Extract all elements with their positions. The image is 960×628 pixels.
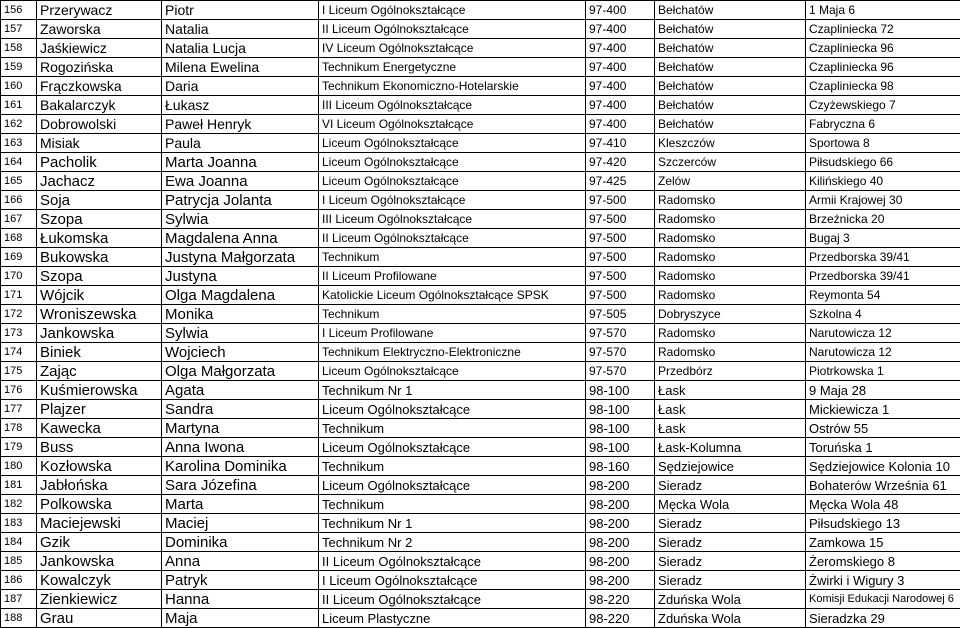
surname-cell: Szopa xyxy=(37,210,162,229)
table-row xyxy=(1,191,960,210)
table-row xyxy=(1,172,960,191)
city-cell: Sieradz xyxy=(655,571,806,590)
first-name-cell: Karolina Dominika xyxy=(162,457,319,476)
table-row xyxy=(1,514,960,533)
table-row xyxy=(1,533,960,552)
surname-cell: Maciejewski xyxy=(37,514,162,533)
table-row xyxy=(1,286,960,305)
first-name-cell: Łukasz xyxy=(162,96,319,115)
street-cell: Bohaterów Września 61 xyxy=(806,476,960,495)
school-cell: Liceum Ogólnokształcące xyxy=(319,400,586,419)
school-cell: Technikum xyxy=(319,305,586,324)
city-cell: Radomsko xyxy=(655,267,806,286)
street-cell: Męcka Wola 48 xyxy=(806,495,960,514)
row-number: 187 xyxy=(1,590,37,609)
table-row xyxy=(1,419,960,438)
city-cell: Męcka Wola xyxy=(655,495,806,514)
school-cell: III Liceum Ogólnokształcące xyxy=(319,210,586,229)
postal-code-cell: 97-400 xyxy=(586,58,655,77)
first-name-cell: Olga Małgorzata xyxy=(162,362,319,381)
table-row xyxy=(1,153,960,172)
first-name-cell: Patryk xyxy=(162,571,319,590)
street-cell: Sieradzka 29 xyxy=(806,609,960,628)
row-number: 177 xyxy=(1,400,37,419)
table-row xyxy=(1,267,960,286)
first-name-cell: Paweł Henryk xyxy=(162,115,319,134)
school-cell: Technikum Nr 1 xyxy=(319,514,586,533)
first-name-cell: Sara Józefina xyxy=(162,476,319,495)
postal-code-cell: 98-220 xyxy=(586,609,655,628)
row-number: 175 xyxy=(1,362,37,381)
postal-code-cell: 97-500 xyxy=(586,267,655,286)
city-cell: Radomsko xyxy=(655,210,806,229)
postal-code-cell: 97-400 xyxy=(586,77,655,96)
table-row xyxy=(1,77,960,96)
school-cell: Liceum Ogólnokształcące xyxy=(319,362,586,381)
surname-cell: Misiak xyxy=(37,134,162,153)
school-cell: IV Liceum Ogólnokształcące xyxy=(319,39,586,58)
row-number: 181 xyxy=(1,476,37,495)
city-cell: Łask-Kolumna xyxy=(655,438,806,457)
row-number: 164 xyxy=(1,153,37,172)
row-number: 157 xyxy=(1,20,37,39)
postal-code-cell: 98-200 xyxy=(586,514,655,533)
surname-cell: Soja xyxy=(37,191,162,210)
street-cell: Brzeźnicka 20 xyxy=(806,210,960,229)
city-cell: Radomsko xyxy=(655,343,806,362)
first-name-cell: Marta Joanna xyxy=(162,153,319,172)
surname-cell: Dobrowolski xyxy=(37,115,162,134)
row-number: 166 xyxy=(1,191,37,210)
postal-code-cell: 97-410 xyxy=(586,134,655,153)
school-cell: Technikum xyxy=(319,248,586,267)
street-cell: Czapliniecka 96 xyxy=(806,39,960,58)
city-cell: Łask xyxy=(655,419,806,438)
surname-cell: Jabłońska xyxy=(37,476,162,495)
first-name-cell: Piotr xyxy=(162,1,319,20)
surname-cell: Bakalarczyk xyxy=(37,96,162,115)
row-number: 186 xyxy=(1,571,37,590)
school-cell: I Liceum Ogólnokształcące xyxy=(319,191,586,210)
city-cell: Kleszczów xyxy=(655,134,806,153)
street-cell: Żwirki i Wigury 3 xyxy=(806,571,960,590)
row-number: 179 xyxy=(1,438,37,457)
postal-code-cell: 98-200 xyxy=(586,495,655,514)
city-cell: Radomsko xyxy=(655,191,806,210)
surname-cell: Kozłowska xyxy=(37,457,162,476)
row-number: 163 xyxy=(1,134,37,153)
postal-code-cell: 97-400 xyxy=(586,39,655,58)
city-cell: Bełchatów xyxy=(655,58,806,77)
postal-code-cell: 97-420 xyxy=(586,153,655,172)
postal-code-cell: 97-570 xyxy=(586,343,655,362)
row-number: 183 xyxy=(1,514,37,533)
row-number: 180 xyxy=(1,457,37,476)
school-cell: Liceum Ogólnokształcące xyxy=(319,172,586,191)
table-row xyxy=(1,58,960,77)
row-number: 173 xyxy=(1,324,37,343)
table-row xyxy=(1,1,960,20)
row-number: 168 xyxy=(1,229,37,248)
street-cell: Czapliniecka 98 xyxy=(806,77,960,96)
street-cell: 1 Maja 6 xyxy=(806,1,960,20)
city-cell: Sieradz xyxy=(655,552,806,571)
school-cell: Technikum Nr 1 xyxy=(319,381,586,400)
first-name-cell: Monika xyxy=(162,305,319,324)
first-name-cell: Agata xyxy=(162,381,319,400)
city-cell: Bełchatów xyxy=(655,96,806,115)
row-number: 161 xyxy=(1,96,37,115)
first-name-cell: Dominika xyxy=(162,533,319,552)
postal-code-cell: 97-505 xyxy=(586,305,655,324)
surname-cell: Bukowska xyxy=(37,248,162,267)
table-row xyxy=(1,20,960,39)
row-number: 160 xyxy=(1,77,37,96)
surname-cell: Łukomska xyxy=(37,229,162,248)
first-name-cell: Sylwia xyxy=(162,324,319,343)
school-cell: I Liceum Ogólnokształcące xyxy=(319,571,586,590)
school-cell: I Liceum Profilowane xyxy=(319,324,586,343)
street-cell: Czyżewskiego 7 xyxy=(806,96,960,115)
city-cell: Łask xyxy=(655,381,806,400)
row-number: 182 xyxy=(1,495,37,514)
surname-cell: Zaworska xyxy=(37,20,162,39)
school-cell: II Liceum Ogólnokształcące xyxy=(319,552,586,571)
first-name-cell: Anna xyxy=(162,552,319,571)
postal-code-cell: 98-200 xyxy=(586,476,655,495)
table-body xyxy=(1,1,960,628)
table-row xyxy=(1,457,960,476)
surname-cell: Wójcik xyxy=(37,286,162,305)
first-name-cell: Marta xyxy=(162,495,319,514)
street-cell: Narutowicza 12 xyxy=(806,343,960,362)
city-cell: Zelów xyxy=(655,172,806,191)
city-cell: Sieradz xyxy=(655,533,806,552)
surname-cell: Kuśmierowska xyxy=(37,381,162,400)
first-name-cell: Hanna xyxy=(162,590,319,609)
city-cell: Bełchatów xyxy=(655,39,806,58)
street-cell: Armii Krajowej 30 xyxy=(806,191,960,210)
postal-code-cell: 98-100 xyxy=(586,400,655,419)
table-row xyxy=(1,39,960,58)
street-cell: Czapliniecka 96 xyxy=(806,58,960,77)
first-name-cell: Olga Magdalena xyxy=(162,286,319,305)
row-number: 185 xyxy=(1,552,37,571)
street-cell: Fabryczna 6 xyxy=(806,115,960,134)
street-cell: Narutowicza 12 xyxy=(806,324,960,343)
table-row xyxy=(1,229,960,248)
street-cell: Mickiewicza 1 xyxy=(806,400,960,419)
first-name-cell: Maciej xyxy=(162,514,319,533)
table-row xyxy=(1,324,960,343)
table-row xyxy=(1,343,960,362)
school-cell: Liceum Ogólnokształcące xyxy=(319,438,586,457)
street-cell: Szkolna 4 xyxy=(806,305,960,324)
city-cell: Radomsko xyxy=(655,324,806,343)
street-cell: Przedborska 39/41 xyxy=(806,248,960,267)
first-name-cell: Milena Ewelina xyxy=(162,58,319,77)
table-row xyxy=(1,305,960,324)
city-cell: Sędziejowice xyxy=(655,457,806,476)
street-cell: Ostrów 55 xyxy=(806,419,960,438)
school-cell: Katolickie Liceum Ogólnokształcące SPSK xyxy=(319,286,586,305)
row-number: 156 xyxy=(1,1,37,20)
city-cell: Bełchatów xyxy=(655,1,806,20)
postal-code-cell: 98-100 xyxy=(586,419,655,438)
surname-cell: Polkowska xyxy=(37,495,162,514)
surname-cell: Pacholik xyxy=(37,153,162,172)
first-name-cell: Sylwia xyxy=(162,210,319,229)
surname-cell: Kawecka xyxy=(37,419,162,438)
row-number: 158 xyxy=(1,39,37,58)
city-cell: Sieradz xyxy=(655,476,806,495)
city-cell: Dobryszyce xyxy=(655,305,806,324)
city-cell: Zduńska Wola xyxy=(655,609,806,628)
street-cell: Reymonta 54 xyxy=(806,286,960,305)
postal-code-cell: 97-400 xyxy=(586,96,655,115)
table-row xyxy=(1,495,960,514)
postal-code-cell: 98-100 xyxy=(586,381,655,400)
surname-cell: Gzik xyxy=(37,533,162,552)
school-cell: Liceum Ogólnokształcące xyxy=(319,476,586,495)
postal-code-cell: 98-200 xyxy=(586,533,655,552)
row-number: 178 xyxy=(1,419,37,438)
first-name-cell: Daria xyxy=(162,77,319,96)
first-name-cell: Sandra xyxy=(162,400,319,419)
city-cell: Bełchatów xyxy=(655,77,806,96)
postal-code-cell: 98-160 xyxy=(586,457,655,476)
school-cell: II Liceum Ogólnokształcące xyxy=(319,20,586,39)
postal-code-cell: 97-400 xyxy=(586,1,655,20)
row-number: 169 xyxy=(1,248,37,267)
first-name-cell: Justyna Małgorzata xyxy=(162,248,319,267)
school-cell: Liceum Ogólnokształcące xyxy=(319,153,586,172)
row-number: 176 xyxy=(1,381,37,400)
table-row xyxy=(1,210,960,229)
street-cell: Piłsudskiego 66 xyxy=(806,153,960,172)
postal-code-cell: 97-425 xyxy=(586,172,655,191)
surname-cell: Plajzer xyxy=(37,400,162,419)
city-cell: Sieradz xyxy=(655,514,806,533)
street-cell: Piotrkowska 1 xyxy=(806,362,960,381)
table-row xyxy=(1,590,960,609)
surname-cell: Jankowska xyxy=(37,324,162,343)
first-name-cell: Paula xyxy=(162,134,319,153)
first-name-cell: Ewa Joanna xyxy=(162,172,319,191)
school-cell: Technikum xyxy=(319,495,586,514)
row-number: 188 xyxy=(1,609,37,628)
street-cell: Piłsudskiego 13 xyxy=(806,514,960,533)
table-row xyxy=(1,362,960,381)
first-name-cell: Natalia Lucja xyxy=(162,39,319,58)
surname-cell: Jankowska xyxy=(37,552,162,571)
surname-cell: Szopa xyxy=(37,267,162,286)
school-cell: Technikum Ekonomiczno-Hotelarskie xyxy=(319,77,586,96)
surname-cell: Zając xyxy=(37,362,162,381)
row-number: 159 xyxy=(1,58,37,77)
table-row xyxy=(1,96,960,115)
row-number: 174 xyxy=(1,343,37,362)
street-cell: Bugaj 3 xyxy=(806,229,960,248)
postal-code-cell: 97-570 xyxy=(586,362,655,381)
postal-code-cell: 97-570 xyxy=(586,324,655,343)
postal-code-cell: 97-500 xyxy=(586,191,655,210)
school-cell: II Liceum Ogólnokształcące xyxy=(319,590,586,609)
row-number: 184 xyxy=(1,533,37,552)
postal-code-cell: 97-500 xyxy=(586,229,655,248)
city-cell: Bełchatów xyxy=(655,115,806,134)
school-cell: III Liceum Ogólnokształcące xyxy=(319,96,586,115)
row-number: 172 xyxy=(1,305,37,324)
table-row xyxy=(1,134,960,153)
street-cell: Czapliniecka 72 xyxy=(806,20,960,39)
surname-cell: Rogozińska xyxy=(37,58,162,77)
surname-cell: Jaśkiewicz xyxy=(37,39,162,58)
school-cell: Technikum Nr 2 xyxy=(319,533,586,552)
school-cell: II Liceum Profilowane xyxy=(319,267,586,286)
table-row xyxy=(1,400,960,419)
row-number: 165 xyxy=(1,172,37,191)
city-cell: Radomsko xyxy=(655,229,806,248)
city-cell: Radomsko xyxy=(655,248,806,267)
row-number: 167 xyxy=(1,210,37,229)
street-cell: Przedborska 39/41 xyxy=(806,267,960,286)
first-name-cell: Maja xyxy=(162,609,319,628)
row-number: 170 xyxy=(1,267,37,286)
street-cell: Komisji Edukacji Narodowej 6 xyxy=(806,590,960,609)
table-row xyxy=(1,438,960,457)
row-number: 162 xyxy=(1,115,37,134)
postal-code-cell: 98-220 xyxy=(586,590,655,609)
school-cell: Technikum Energetyczne xyxy=(319,58,586,77)
first-name-cell: Justyna xyxy=(162,267,319,286)
school-cell: Liceum Plastyczne xyxy=(319,609,586,628)
surname-cell: Wroniszewska xyxy=(37,305,162,324)
school-cell: Technikum xyxy=(319,419,586,438)
postal-code-cell: 97-500 xyxy=(586,286,655,305)
surname-cell: Biniek xyxy=(37,343,162,362)
city-cell: Przedbórz xyxy=(655,362,806,381)
city-cell: Radomsko xyxy=(655,286,806,305)
first-name-cell: Wojciech xyxy=(162,343,319,362)
table-row xyxy=(1,571,960,590)
table-row xyxy=(1,552,960,571)
city-cell: Zduńska Wola xyxy=(655,590,806,609)
surname-cell: Grau xyxy=(37,609,162,628)
postal-code-cell: 98-100 xyxy=(586,438,655,457)
table-row xyxy=(1,381,960,400)
surname-cell: Buss xyxy=(37,438,162,457)
street-cell: Żeromskiego 8 xyxy=(806,552,960,571)
surname-cell: Frączkowska xyxy=(37,77,162,96)
postal-code-cell: 98-200 xyxy=(586,552,655,571)
street-cell: Zamkowa 15 xyxy=(806,533,960,552)
city-cell: Bełchatów xyxy=(655,20,806,39)
postal-code-cell: 98-200 xyxy=(586,571,655,590)
first-name-cell: Natalia xyxy=(162,20,319,39)
postal-code-cell: 97-500 xyxy=(586,210,655,229)
postal-code-cell: 97-400 xyxy=(586,115,655,134)
first-name-cell: Patrycja Jolanta xyxy=(162,191,319,210)
postal-code-cell: 97-400 xyxy=(586,20,655,39)
school-cell: VI Liceum Ogólnokształcące xyxy=(319,115,586,134)
street-cell: Kilińskiego 40 xyxy=(806,172,960,191)
street-cell: Sędziejowice Kolonia 10 xyxy=(806,457,960,476)
street-cell: Toruńska 1 xyxy=(806,438,960,457)
table-row xyxy=(1,248,960,267)
postal-code-cell: 97-500 xyxy=(586,248,655,267)
row-number: 171 xyxy=(1,286,37,305)
first-name-cell: Magdalena Anna xyxy=(162,229,319,248)
city-cell: Szczerców xyxy=(655,153,806,172)
surname-cell: Jachacz xyxy=(37,172,162,191)
first-name-cell: Martyna xyxy=(162,419,319,438)
surname-cell: Kowalczyk xyxy=(37,571,162,590)
surname-cell: Przerywacz xyxy=(37,1,162,20)
table-row xyxy=(1,476,960,495)
school-cell: Technikum xyxy=(319,457,586,476)
school-cell: Liceum Ogólnokształcące xyxy=(319,134,586,153)
table-row xyxy=(1,115,960,134)
school-cell: Technikum Elektryczno-Elektroniczne xyxy=(319,343,586,362)
surname-cell: Zienkiewicz xyxy=(37,590,162,609)
table-row xyxy=(1,609,960,628)
school-cell: II Liceum Ogólnokształcące xyxy=(319,229,586,248)
city-cell: Łask xyxy=(655,400,806,419)
school-cell: I Liceum Ogólnokształcące xyxy=(319,1,586,20)
first-name-cell: Anna Iwona xyxy=(162,438,319,457)
street-cell: Sportowa 8 xyxy=(806,134,960,153)
street-cell: 9 Maja 28 xyxy=(806,381,960,400)
